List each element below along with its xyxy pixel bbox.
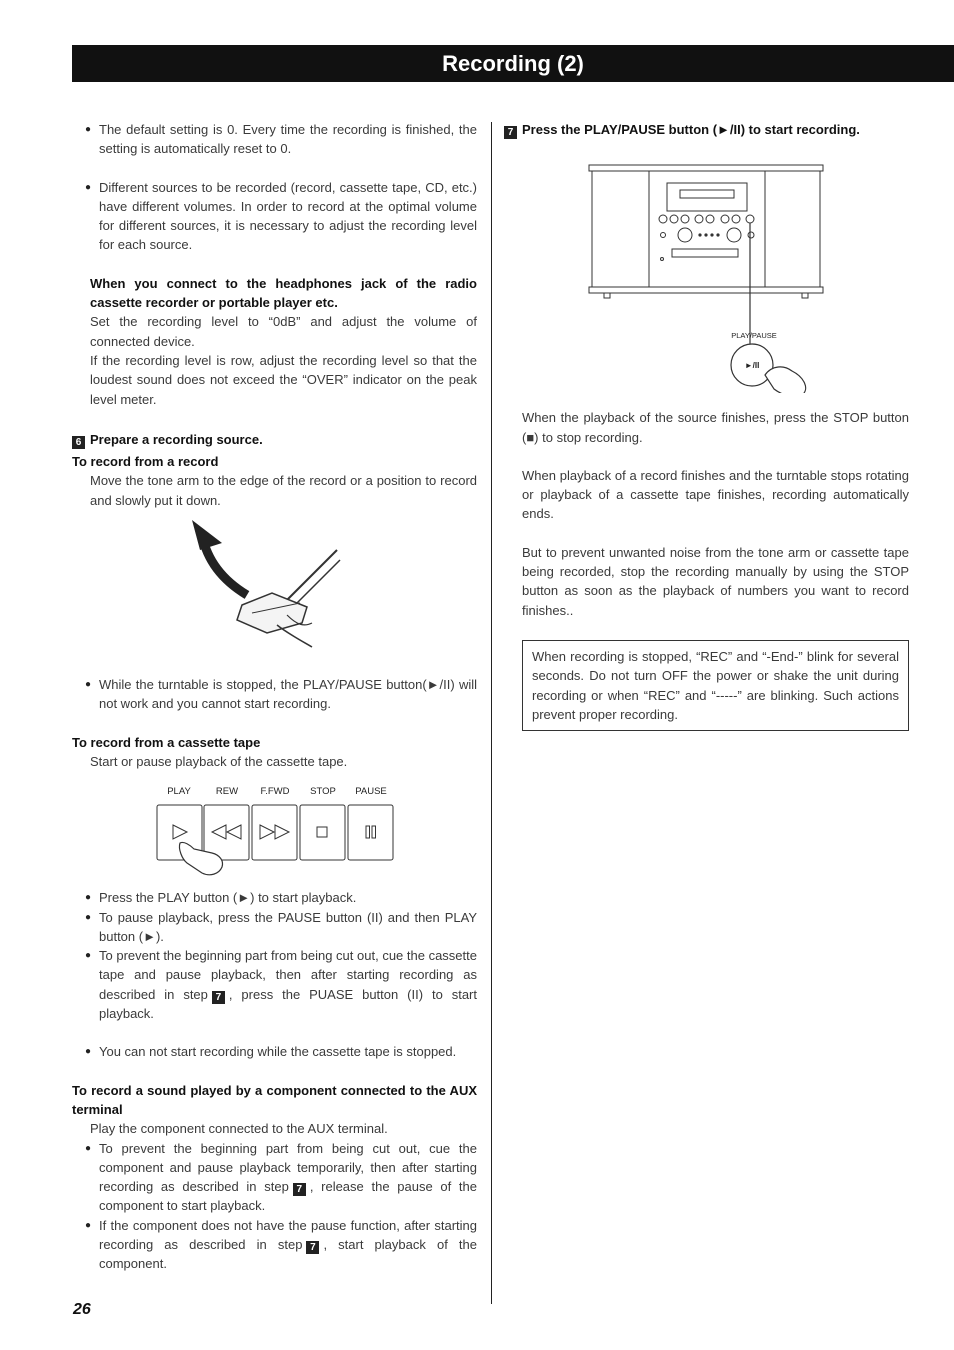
- step-7-badge-inline: 7: [212, 991, 225, 1004]
- unit-front-illustration: [522, 143, 909, 393]
- bullet-play: ● Press the PLAY button (►) to start playback.: [72, 888, 477, 907]
- aux-heading: To record a sound played by a component connected to the AUX terminal: [72, 1082, 477, 1117]
- column-divider: [491, 122, 492, 1304]
- bullet-sources: ● Different sources to be recorded (record, cassette tape, CD, etc.) have different volumes. In order to record at the optimal volume for different sources, it is necessary to adjust the recording level for each source.: [72, 178, 477, 255]
- playpause-label: PLAY/PAUSE: [731, 331, 777, 341]
- cassette-buttons-illustration: [72, 775, 477, 880]
- cassette-heading: To record from a cassette tape: [72, 734, 261, 750]
- note-text: When recording is stopped, “REC” and “-End-” blink for several seconds. Do not turn OFF the power or shake the unit during recording or when “REC” and “-----” are blinking. Such actions prevent proper recording.: [532, 648, 899, 722]
- step-7-title: Press the PLAY/PAUSE button (►/II) to start recording.: [522, 122, 860, 137]
- page-title: Recording (2): [72, 45, 954, 82]
- cassette-label-pause: PAUSE: [355, 786, 387, 798]
- cassette-label-play: PLAY: [167, 786, 191, 798]
- right-paragraph-1: When the playback of the source finishes, press the STOP button (■) to stop recording.: [522, 410, 909, 445]
- cassette-label-rew: REW: [215, 786, 239, 798]
- right-paragraph-2: When playback of a record finishes and the turntable stops rotating or playback of a cassette tape finishes, recording automatically ends.: [522, 467, 909, 522]
- note-box: [522, 640, 909, 731]
- headphones-text-1: Set the recording level to “0dB” and adjust the volume of connected device.: [90, 314, 477, 349]
- record-heading: To record from a record: [72, 454, 219, 470]
- cassette-label-ffwd: F.FWD: [260, 786, 290, 798]
- right-paragraph-3: But to prevent unwanted noise from the tone arm or cassette tape being recorded, stop the recording manually by using the STOP button as soon as the playback of numbers you want to record finishes..: [522, 544, 909, 618]
- right-column: [507, 120, 909, 731]
- aux-text: Play the component connected to the AUX terminal.: [90, 1121, 388, 1137]
- playpause-symbol: ►/II: [744, 361, 760, 371]
- cassette-label-stop: STOP: [310, 786, 336, 798]
- step-7-badge-inline: 7: [306, 1241, 319, 1254]
- bullet-default-setting: ● The default setting is 0. Every time the recording is finished, the setting is automatically reset to 0.: [72, 120, 477, 159]
- step-6-title: Prepare a recording source.: [90, 431, 263, 447]
- bullet-aux-nopause: ● If the component does not have the pause function, after starting recording as described in step 7 , start playback of the component.: [72, 1216, 477, 1274]
- tone-arm-illustration: [72, 515, 477, 665]
- headphones-heading: When you connect to the headphones jack of the radio cassette recorder or portable player etc.: [90, 275, 477, 311]
- headphones-text-2: If the recording level is row, adjust the recording level so that the loudest sound does not exceed the “OVER” indicator on the peak level meter.: [90, 352, 477, 407]
- bullet-cassette-stopped: ● You can not start recording while the cassette tape is stopped.: [72, 1042, 477, 1061]
- bullet-cue-cassette: ● To prevent the beginning part from being cut out, cue the cassette tape and pause playback, then after starting recording as described in step 7 , press the PUASE button (II) to start playback.: [72, 946, 477, 1023]
- step-7-badge-inline: 7: [293, 1183, 306, 1196]
- bullet-turntable-stopped: ● While the turntable is stopped, the PLAY/PAUSE button(►/II) will not work and you cannot start recording.: [72, 675, 477, 714]
- step-6-badge: 6: [72, 436, 85, 449]
- bullet-aux-cue: ● To prevent the beginning part from being cut out, cue the component and pause playback temporarily, then after starting recording as described in step 7 , release the pause of the component to start playback.: [72, 1139, 477, 1216]
- bullet-pause: ● To pause playback, press the PAUSE button (II) and then PLAY button (►).: [72, 908, 477, 947]
- cassette-text: Start or pause playback of the cassette tape.: [90, 753, 348, 769]
- page-number: 26: [73, 1301, 91, 1318]
- step-7-heading: [504, 120, 909, 139]
- record-text: Move the tone arm to the edge of the record or a position to record and slowly put it down.: [90, 473, 477, 508]
- step-6-heading: [72, 430, 477, 449]
- left-column: [72, 120, 477, 1274]
- step-7-badge: 7: [504, 126, 517, 139]
